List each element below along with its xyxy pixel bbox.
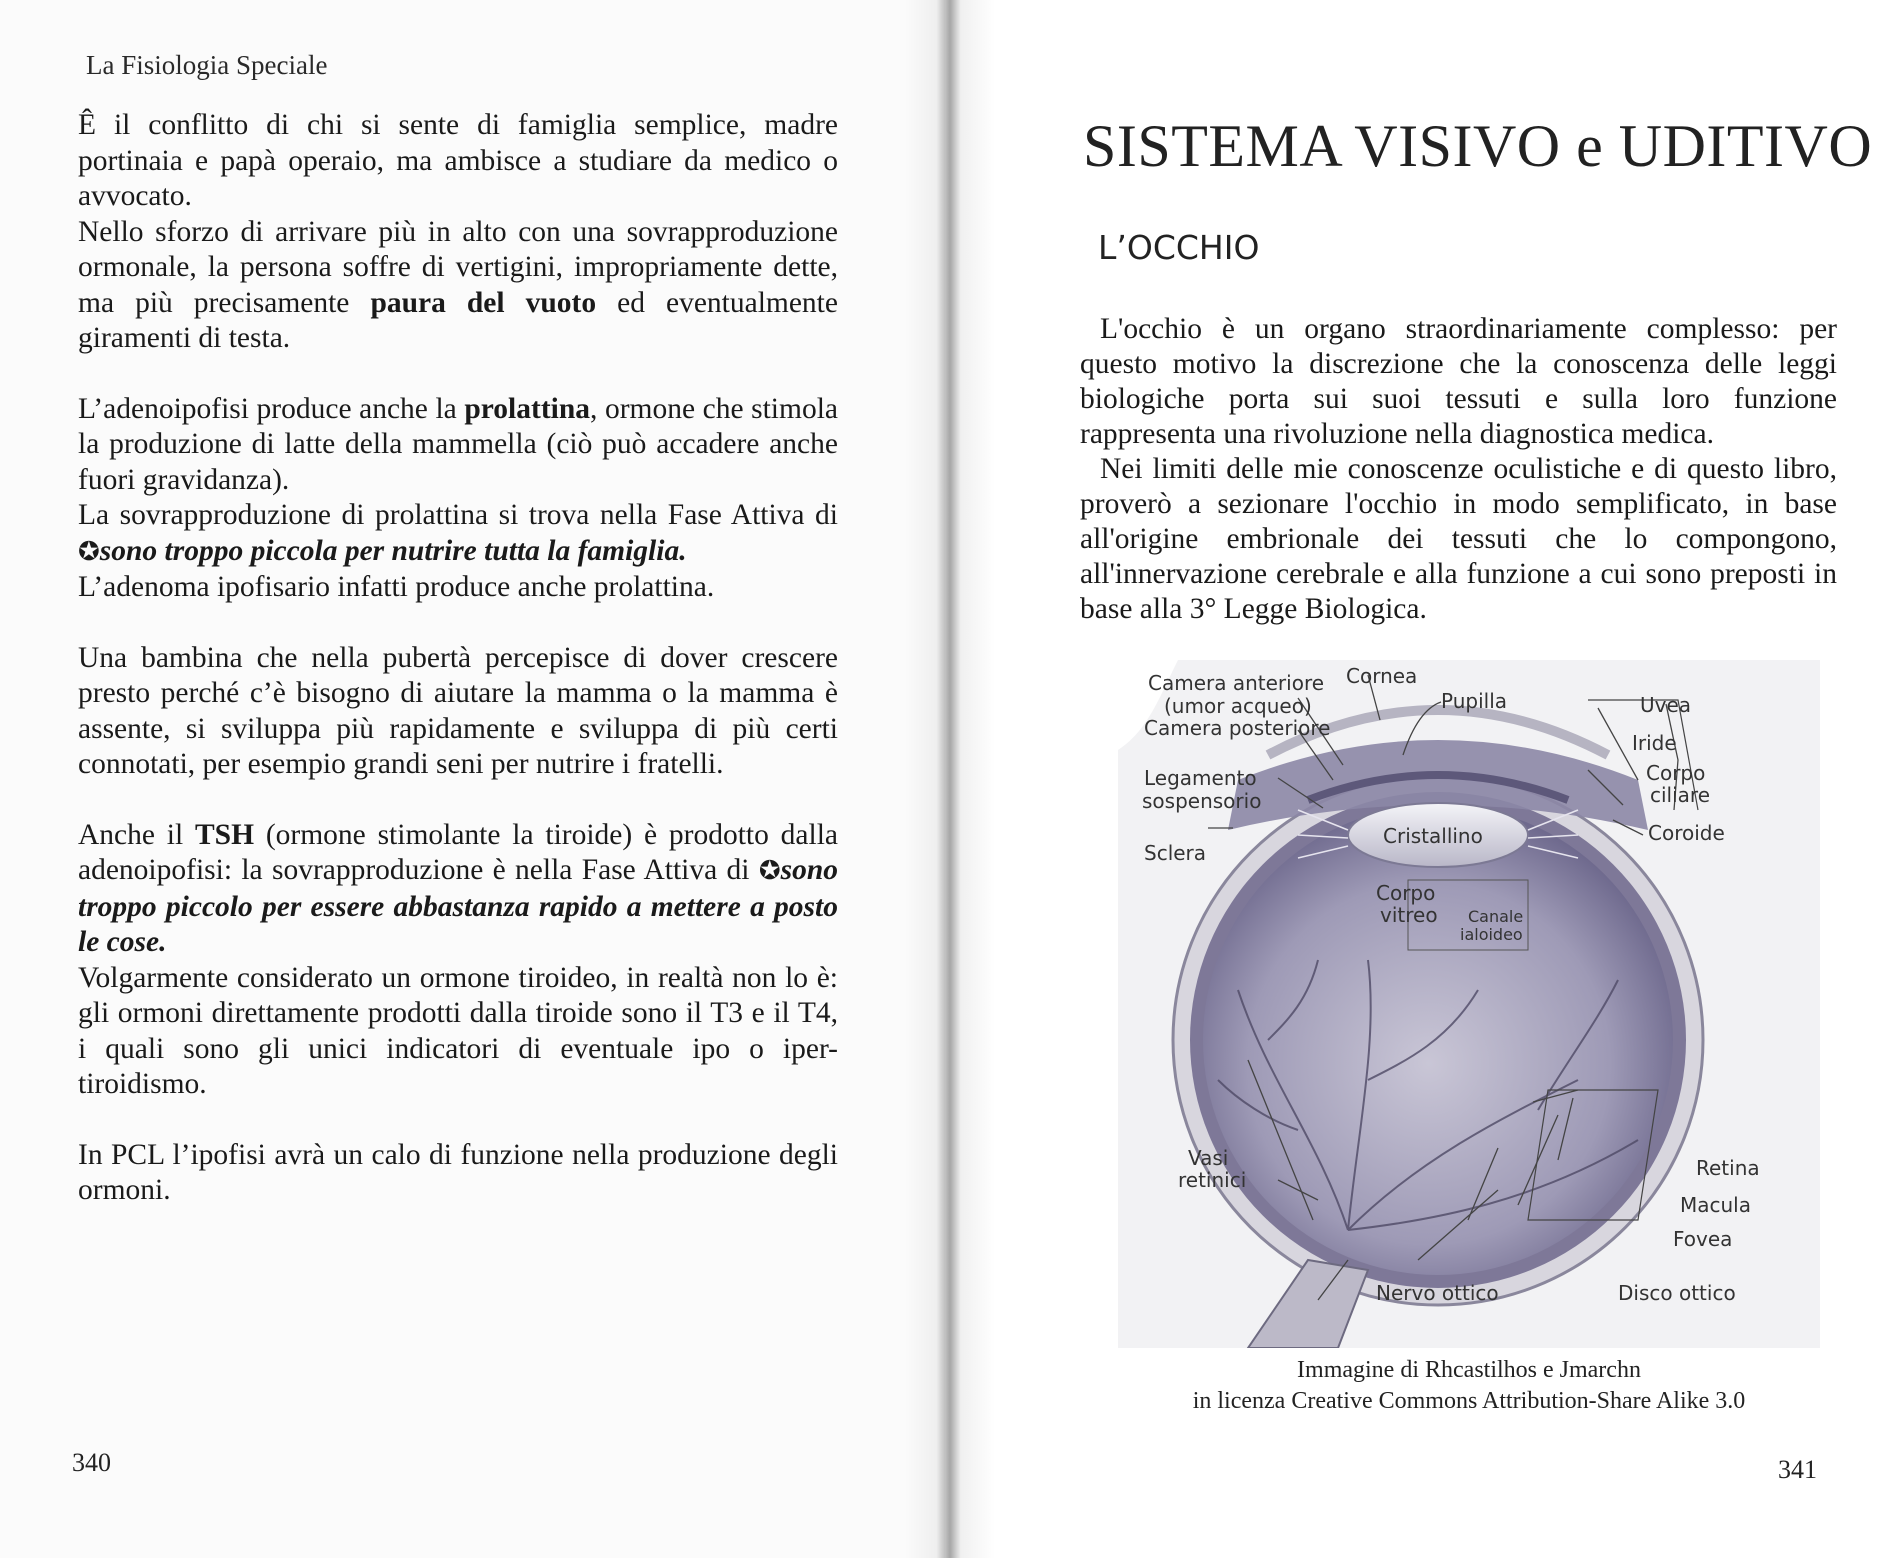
paragraph bbox=[78, 818, 838, 961]
label-corpo-ciliare-1: Corpo bbox=[1646, 761, 1706, 785]
left-body-text bbox=[78, 108, 838, 1209]
label-fovea: Fovea bbox=[1673, 1227, 1733, 1251]
label-camera-anteriore: Camera anteriore bbox=[1148, 671, 1325, 695]
label-uvea: Uvea bbox=[1640, 693, 1692, 717]
bold-run: paura del vuoto bbox=[370, 286, 597, 319]
label-cornea: Cornea bbox=[1346, 664, 1418, 688]
label-umor-acqueo: (umor acqueo) bbox=[1164, 694, 1312, 718]
label-coroide: Coroide bbox=[1648, 821, 1725, 845]
italic-run: sono troppo piccola per nutrire tutta la famiglia bbox=[99, 534, 680, 567]
text-run: Una bambina che nella pubertà percepisce di dover crescere presto perché c’è bisogno di aiutare la mamma o la mamma è assente, si sviluppa più rapidamente e sviluppa di più certi connotati, per esempio grandi seni per nutrire i fratelli. bbox=[78, 641, 838, 780]
text-run: . bbox=[679, 534, 687, 567]
text-run: ed eventualmente giramenti di testa. bbox=[78, 286, 838, 354]
text-run: La sovrapproduzione di prolattina si trova nella Fase Attiva di bbox=[78, 499, 838, 531]
text-run: , ormone che stimola la produzione di latte della mammella (ciò può accadere anche fuori gravidanza). bbox=[78, 392, 838, 496]
eye-anatomy-figure bbox=[1118, 660, 1820, 1348]
label-corpo-vitreo-2: vitreo bbox=[1380, 903, 1438, 927]
bold-run: prolattina bbox=[464, 392, 590, 425]
page-number: 341 bbox=[1778, 1455, 1817, 1484]
bold-run: TSH bbox=[195, 818, 255, 851]
label-iride: Iride bbox=[1632, 731, 1677, 755]
text-run: Ê il conflitto di chi si sente di famiglia semplice, madre portinaia e papà operaio, ma ambisce a studiare da medico o avvocato. bbox=[78, 109, 838, 212]
paragraph bbox=[78, 570, 838, 606]
label-disco-ottico: Disco ottico bbox=[1618, 1281, 1736, 1305]
label-cristallino: Cristallino bbox=[1383, 824, 1483, 848]
text-run: Volgarmente considerato un ormone tiroideo, in realtà non lo è: gli ormoni direttamente prodotti dalla tiroide sono il T3 e il T4, i quali sono gli unici indicatori di eventuale ipo o iper-tiroidismo. bbox=[78, 961, 838, 1100]
book-gutter bbox=[905, 0, 995, 1558]
text-run: In PCL l’ipofisi avrà un calo di funzione nella produzione degli ormoni. bbox=[78, 1138, 838, 1206]
paragraph bbox=[78, 641, 838, 783]
eye-diagram bbox=[1118, 660, 1820, 1348]
text-run: L’adenoipofisi produce anche la bbox=[78, 392, 465, 425]
caption-line: in licenza Creative Commons Attribution-Share Alike 3.0 bbox=[1192, 1388, 1746, 1414]
running-head: La Fisiologia Speciale bbox=[86, 50, 328, 80]
paragraph bbox=[78, 392, 838, 499]
label-legamento-2: sospensorio bbox=[1142, 789, 1262, 813]
label-vasi: Vasi bbox=[1188, 1146, 1229, 1170]
label-canale-1: Canale bbox=[1468, 907, 1524, 926]
right-body-text bbox=[1080, 312, 1837, 627]
label-legamento-1: Legamento bbox=[1144, 766, 1257, 790]
text-run: . bbox=[159, 926, 167, 958]
text-run: Anche il bbox=[78, 818, 195, 851]
conflict-symbol-icon: ✪ bbox=[758, 856, 781, 886]
label-retina: Retina bbox=[1696, 1156, 1760, 1180]
label-sclera: Sclera bbox=[1144, 841, 1207, 865]
paragraph bbox=[78, 498, 838, 570]
text-run: Nello sforzo di arrivare più in alto con una sovrapproduzione ormonale, la persona soffre di vertigini, impropriamente dette, ma più precisamente bbox=[78, 215, 838, 319]
text-run: L’adenoma ipofisario infatti produce anche prolattina. bbox=[78, 571, 715, 603]
italic-run: sono troppo piccolo per essere abbastanza rapido a mettere a posto le cose bbox=[78, 854, 838, 958]
label-retinici: retinici bbox=[1178, 1168, 1247, 1192]
label-canale-2: ialoideo bbox=[1460, 925, 1523, 944]
paragraph bbox=[78, 108, 838, 215]
chapter-title: SISTEMA VISIVO e UDITIVO bbox=[1083, 113, 1873, 179]
section-title: L’OCCHIO bbox=[1098, 228, 1260, 267]
caption-line: Immagine di Rhcastilhos e Jmarchn bbox=[1297, 1357, 1641, 1383]
paragraph: Nei limiti delle mie conoscenze oculistiche e di questo libro, proverò a sezionare l'occhio in modo semplificato, in base all'origine embrionale dei tessuti che lo compongono, all'innervazione cerebrale e alla funzione a cui sono preposti in base alla 3° Legge Biologica. bbox=[1080, 453, 1837, 625]
paragraph: L'occhio è un organo straordinariamente complesso: per questo motivo la discrezione che la conoscenza delle leggi biologiche porta sui suoi tessuti e sulla loro funzione rappresenta una rivoluzione nella diagnostica medica. bbox=[1080, 313, 1837, 450]
left-page bbox=[0, 0, 945, 1558]
page-number: 340 bbox=[72, 1448, 111, 1477]
text-run: (ormone stimolante la tiroide) è prodotto dalla adenoipofisi: la sovrapproduzione è nella Fase Attiva di bbox=[78, 818, 838, 886]
paragraph bbox=[78, 961, 838, 1103]
vitreous-shape bbox=[1203, 805, 1673, 1275]
paragraph bbox=[78, 1138, 838, 1209]
label-macula: Macula bbox=[1680, 1193, 1751, 1217]
figure-caption bbox=[1118, 1355, 1820, 1417]
label-pupilla: Pupilla bbox=[1441, 689, 1508, 713]
label-corpo-ciliare-2: ciliare bbox=[1650, 783, 1711, 807]
label-nervo-ottico: Nervo ottico bbox=[1376, 1281, 1499, 1305]
label-corpo-vitreo-1: Corpo bbox=[1376, 881, 1436, 905]
label-camera-posteriore: Camera posteriore bbox=[1144, 716, 1331, 740]
paragraph bbox=[78, 215, 838, 357]
optic-nerve-shape bbox=[1248, 1260, 1368, 1348]
conflict-symbol-icon: ✪ bbox=[78, 536, 100, 567]
